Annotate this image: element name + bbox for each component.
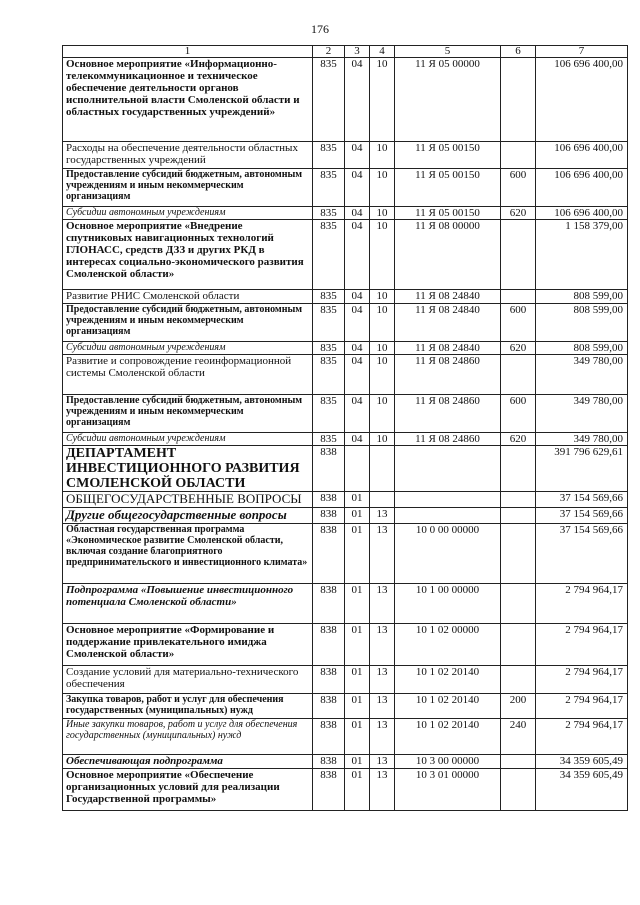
item-name-cell: Другие общегосударственные вопросы bbox=[63, 508, 313, 524]
subsection-code-cell: 13 bbox=[370, 624, 395, 666]
section-code-cell: 01 bbox=[345, 755, 370, 769]
table-row bbox=[63, 508, 628, 524]
expense-type-cell: 200 bbox=[501, 694, 536, 719]
amount-cell: 2 794 964,17 bbox=[536, 694, 628, 719]
table-row bbox=[63, 666, 628, 694]
admin-code-cell: 838 bbox=[313, 446, 345, 492]
target-article-cell: 10 0 00 00000 bbox=[395, 524, 501, 584]
expense-type-cell: 620 bbox=[501, 342, 536, 355]
table-row bbox=[63, 624, 628, 666]
item-name-cell: Предоставление субсидий бюджетным, автономным учреждениям и иным некоммерческим организациям bbox=[63, 304, 313, 342]
table-row bbox=[63, 769, 628, 811]
section-code-cell: 04 bbox=[345, 342, 370, 355]
item-name-cell: Обеспечивающая подпрограмма bbox=[63, 755, 313, 769]
amount-cell: 37 154 569,66 bbox=[536, 524, 628, 584]
expense-type-cell: 240 bbox=[501, 719, 536, 755]
target-article-cell bbox=[395, 446, 501, 492]
subsection-code-cell: 10 bbox=[370, 220, 395, 290]
section-code-cell: 04 bbox=[345, 142, 370, 169]
item-name-cell: Субсидии автономным учреждениям bbox=[63, 207, 313, 220]
table-row bbox=[63, 304, 628, 342]
item-name-cell: Предоставление субсидий бюджетным, автономным учреждениям и иным некоммерческим организациям bbox=[63, 395, 313, 433]
table-row bbox=[63, 524, 628, 584]
target-article-cell: 11 Я 05 00150 bbox=[395, 169, 501, 207]
section-code-cell: 04 bbox=[345, 290, 370, 304]
subsection-code-cell: 10 bbox=[370, 304, 395, 342]
table-row bbox=[63, 290, 628, 304]
table-row bbox=[63, 446, 628, 492]
expense-type-cell: 600 bbox=[501, 395, 536, 433]
admin-code-cell: 835 bbox=[313, 304, 345, 342]
admin-code-cell: 838 bbox=[313, 584, 345, 624]
section-code-cell: 01 bbox=[345, 719, 370, 755]
subsection-code-cell: 13 bbox=[370, 508, 395, 524]
expense-type-cell: 600 bbox=[501, 304, 536, 342]
target-article-cell: 11 Я 05 00000 bbox=[395, 58, 501, 142]
item-name-cell: Субсидии автономным учреждениям bbox=[63, 433, 313, 446]
expense-type-cell bbox=[501, 769, 536, 811]
column-header: 1 bbox=[63, 46, 313, 58]
subsection-code-cell: 10 bbox=[370, 142, 395, 169]
subsection-code-cell: 13 bbox=[370, 755, 395, 769]
subsection-code-cell: 10 bbox=[370, 342, 395, 355]
target-article-cell: 10 1 02 20140 bbox=[395, 694, 501, 719]
admin-code-cell: 838 bbox=[313, 666, 345, 694]
target-article-cell: 11 Я 05 00150 bbox=[395, 207, 501, 220]
amount-cell: 37 154 569,66 bbox=[536, 492, 628, 508]
item-name-cell: Основное мероприятие «Внедрение спутниковых навигационных технологий ГЛОНАСС, средств ДЗЗ и других РКД в интересах социально-экономического развития Смоленской области» bbox=[63, 220, 313, 290]
item-name-cell: Основное мероприятие «Формирование и поддержание привлекательного имиджа Смоленской области» bbox=[63, 624, 313, 666]
amount-cell: 106 696 400,00 bbox=[536, 58, 628, 142]
table-row bbox=[63, 755, 628, 769]
target-article-cell bbox=[395, 492, 501, 508]
subsection-code-cell: 10 bbox=[370, 355, 395, 395]
subsection-code-cell: 13 bbox=[370, 769, 395, 811]
amount-cell: 106 696 400,00 bbox=[536, 142, 628, 169]
target-article-cell: 10 1 02 20140 bbox=[395, 666, 501, 694]
target-article-cell: 11 Я 08 24860 bbox=[395, 395, 501, 433]
amount-cell: 2 794 964,17 bbox=[536, 719, 628, 755]
amount-cell: 1 158 379,00 bbox=[536, 220, 628, 290]
target-article-cell: 11 Я 08 24840 bbox=[395, 304, 501, 342]
expense-type-cell bbox=[501, 58, 536, 142]
target-article-cell: 11 Я 08 24840 bbox=[395, 342, 501, 355]
item-name-cell: Основное мероприятие «Информационно-телекоммуникационное и техническое обеспечение деятельности органов исполнительной власти Смоленской области и областных государственных учреждений» bbox=[63, 58, 313, 142]
target-article-cell: 11 Я 08 24840 bbox=[395, 290, 501, 304]
target-article-cell: 11 Я 08 24860 bbox=[395, 355, 501, 395]
expense-type-cell bbox=[501, 666, 536, 694]
section-code-cell: 04 bbox=[345, 304, 370, 342]
admin-code-cell: 838 bbox=[313, 508, 345, 524]
amount-cell: 391 796 629,61 bbox=[536, 446, 628, 492]
column-header: 4 bbox=[370, 46, 395, 58]
amount-cell: 34 359 605,49 bbox=[536, 769, 628, 811]
admin-code-cell: 835 bbox=[313, 220, 345, 290]
admin-code-cell: 835 bbox=[313, 169, 345, 207]
subsection-code-cell: 10 bbox=[370, 433, 395, 446]
amount-cell: 2 794 964,17 bbox=[536, 624, 628, 666]
target-article-cell: 11 Я 08 24860 bbox=[395, 433, 501, 446]
subsection-code-cell: 10 bbox=[370, 395, 395, 433]
amount-cell: 106 696 400,00 bbox=[536, 207, 628, 220]
column-header: 2 bbox=[313, 46, 345, 58]
admin-code-cell: 838 bbox=[313, 524, 345, 584]
admin-code-cell: 838 bbox=[313, 769, 345, 811]
table-row bbox=[63, 169, 628, 207]
table-row bbox=[63, 395, 628, 433]
expense-type-cell bbox=[501, 755, 536, 769]
subsection-code-cell bbox=[370, 446, 395, 492]
subsection-code-cell: 13 bbox=[370, 524, 395, 584]
admin-code-cell: 835 bbox=[313, 207, 345, 220]
expense-type-cell bbox=[501, 290, 536, 304]
admin-code-cell: 838 bbox=[313, 719, 345, 755]
expense-type-cell: 620 bbox=[501, 433, 536, 446]
subsection-code-cell: 13 bbox=[370, 666, 395, 694]
expense-type-cell bbox=[501, 220, 536, 290]
budget-table bbox=[62, 45, 628, 811]
column-header: 5 bbox=[395, 46, 501, 58]
table-row bbox=[63, 584, 628, 624]
expense-type-cell bbox=[501, 492, 536, 508]
subsection-code-cell: 10 bbox=[370, 58, 395, 142]
target-article-cell bbox=[395, 508, 501, 524]
table-row bbox=[63, 142, 628, 169]
item-name-cell: Развитие и сопровождение геоинформационной системы Смоленской области bbox=[63, 355, 313, 395]
admin-code-cell: 838 bbox=[313, 694, 345, 719]
section-code-cell: 01 bbox=[345, 624, 370, 666]
admin-code-cell: 835 bbox=[313, 290, 345, 304]
amount-cell: 349 780,00 bbox=[536, 395, 628, 433]
item-name-cell: Областная государственная программа «Экономическое развитие Смоленской области, включая создание благоприятного предпринимательского и инвестиционного климата» bbox=[63, 524, 313, 584]
subsection-code-cell: 10 bbox=[370, 207, 395, 220]
target-article-cell: 10 1 02 20140 bbox=[395, 719, 501, 755]
section-code-cell: 01 bbox=[345, 524, 370, 584]
section-code-cell: 04 bbox=[345, 207, 370, 220]
table-row bbox=[63, 355, 628, 395]
table-row bbox=[63, 719, 628, 755]
item-name-cell: Иные закупки товаров, работ и услуг для обеспечения государственных (муниципальных) нужд bbox=[63, 719, 313, 755]
target-article-cell: 10 1 00 00000 bbox=[395, 584, 501, 624]
admin-code-cell: 838 bbox=[313, 624, 345, 666]
table-row bbox=[63, 694, 628, 719]
section-code-cell: 01 bbox=[345, 492, 370, 508]
section-code-cell: 01 bbox=[345, 508, 370, 524]
section-code-cell: 04 bbox=[345, 395, 370, 433]
table-row bbox=[63, 433, 628, 446]
expense-type-cell bbox=[501, 584, 536, 624]
amount-cell: 808 599,00 bbox=[536, 290, 628, 304]
section-code-cell: 01 bbox=[345, 584, 370, 624]
table-row bbox=[63, 58, 628, 142]
section-code-cell: 04 bbox=[345, 433, 370, 446]
section-code-cell bbox=[345, 446, 370, 492]
column-number-row bbox=[63, 46, 628, 58]
item-name-cell: Основное мероприятие «Обеспечение организационных условий для реализации Государственной программы» bbox=[63, 769, 313, 811]
column-header: 6 bbox=[501, 46, 536, 58]
item-name-cell: Закупка товаров, работ и услуг для обеспечения государственных (муниципальных) нужд bbox=[63, 694, 313, 719]
item-name-cell: Подпрограмма «Повышение инвестиционного потенциала Смоленской области» bbox=[63, 584, 313, 624]
item-name-cell: Предоставление субсидий бюджетным, автономным учреждениям и иным некоммерческим организациям bbox=[63, 169, 313, 207]
amount-cell: 808 599,00 bbox=[536, 342, 628, 355]
amount-cell: 106 696 400,00 bbox=[536, 169, 628, 207]
admin-code-cell: 835 bbox=[313, 142, 345, 169]
table-row bbox=[63, 342, 628, 355]
amount-cell: 34 359 605,49 bbox=[536, 755, 628, 769]
item-name-cell: ОБЩЕГОСУДАРСТВЕННЫЕ ВОПРОСЫ bbox=[63, 492, 313, 508]
item-name-cell: ДЕПАРТАМЕНТ ИНВЕСТИЦИОННОГО РАЗВИТИЯ СМОЛЕНСКОЙ ОБЛАСТИ bbox=[63, 446, 313, 492]
table-row bbox=[63, 220, 628, 290]
admin-code-cell: 835 bbox=[313, 58, 345, 142]
target-article-cell: 10 3 00 00000 bbox=[395, 755, 501, 769]
expense-type-cell bbox=[501, 142, 536, 169]
amount-cell: 349 780,00 bbox=[536, 433, 628, 446]
expense-type-cell: 620 bbox=[501, 207, 536, 220]
subsection-code-cell: 10 bbox=[370, 290, 395, 304]
section-code-cell: 01 bbox=[345, 666, 370, 694]
amount-cell: 808 599,00 bbox=[536, 304, 628, 342]
subsection-code-cell bbox=[370, 492, 395, 508]
item-name-cell: Субсидии автономным учреждениям bbox=[63, 342, 313, 355]
subsection-code-cell: 13 bbox=[370, 584, 395, 624]
item-name-cell: Создание условий для материально-технического обеспечения bbox=[63, 666, 313, 694]
section-code-cell: 04 bbox=[345, 58, 370, 142]
admin-code-cell: 838 bbox=[313, 492, 345, 508]
target-article-cell: 11 Я 05 00150 bbox=[395, 142, 501, 169]
page-number: 176 bbox=[311, 22, 329, 36]
item-name-cell: Расходы на обеспечение деятельности областных государственных учреждений bbox=[63, 142, 313, 169]
expense-type-cell bbox=[501, 446, 536, 492]
expense-type-cell bbox=[501, 355, 536, 395]
admin-code-cell: 835 bbox=[313, 395, 345, 433]
section-code-cell: 04 bbox=[345, 169, 370, 207]
section-code-cell: 04 bbox=[345, 220, 370, 290]
section-code-cell: 01 bbox=[345, 694, 370, 719]
amount-cell: 349 780,00 bbox=[536, 355, 628, 395]
expense-type-cell bbox=[501, 624, 536, 666]
admin-code-cell: 835 bbox=[313, 355, 345, 395]
expense-type-cell bbox=[501, 508, 536, 524]
subsection-code-cell: 13 bbox=[370, 694, 395, 719]
section-code-cell: 04 bbox=[345, 355, 370, 395]
subsection-code-cell: 13 bbox=[370, 719, 395, 755]
admin-code-cell: 838 bbox=[313, 755, 345, 769]
expense-type-cell: 600 bbox=[501, 169, 536, 207]
amount-cell: 2 794 964,17 bbox=[536, 666, 628, 694]
target-article-cell: 10 1 02 00000 bbox=[395, 624, 501, 666]
amount-cell: 37 154 569,66 bbox=[536, 508, 628, 524]
expense-type-cell bbox=[501, 524, 536, 584]
column-header: 7 bbox=[536, 46, 628, 58]
item-name-cell: Развитие РНИС Смоленской области bbox=[63, 290, 313, 304]
admin-code-cell: 835 bbox=[313, 342, 345, 355]
table-row bbox=[63, 492, 628, 508]
amount-cell: 2 794 964,17 bbox=[536, 584, 628, 624]
table-row bbox=[63, 207, 628, 220]
target-article-cell: 10 3 01 00000 bbox=[395, 769, 501, 811]
subsection-code-cell: 10 bbox=[370, 169, 395, 207]
admin-code-cell: 835 bbox=[313, 433, 345, 446]
column-header: 3 bbox=[345, 46, 370, 58]
section-code-cell: 01 bbox=[345, 769, 370, 811]
target-article-cell: 11 Я 08 00000 bbox=[395, 220, 501, 290]
